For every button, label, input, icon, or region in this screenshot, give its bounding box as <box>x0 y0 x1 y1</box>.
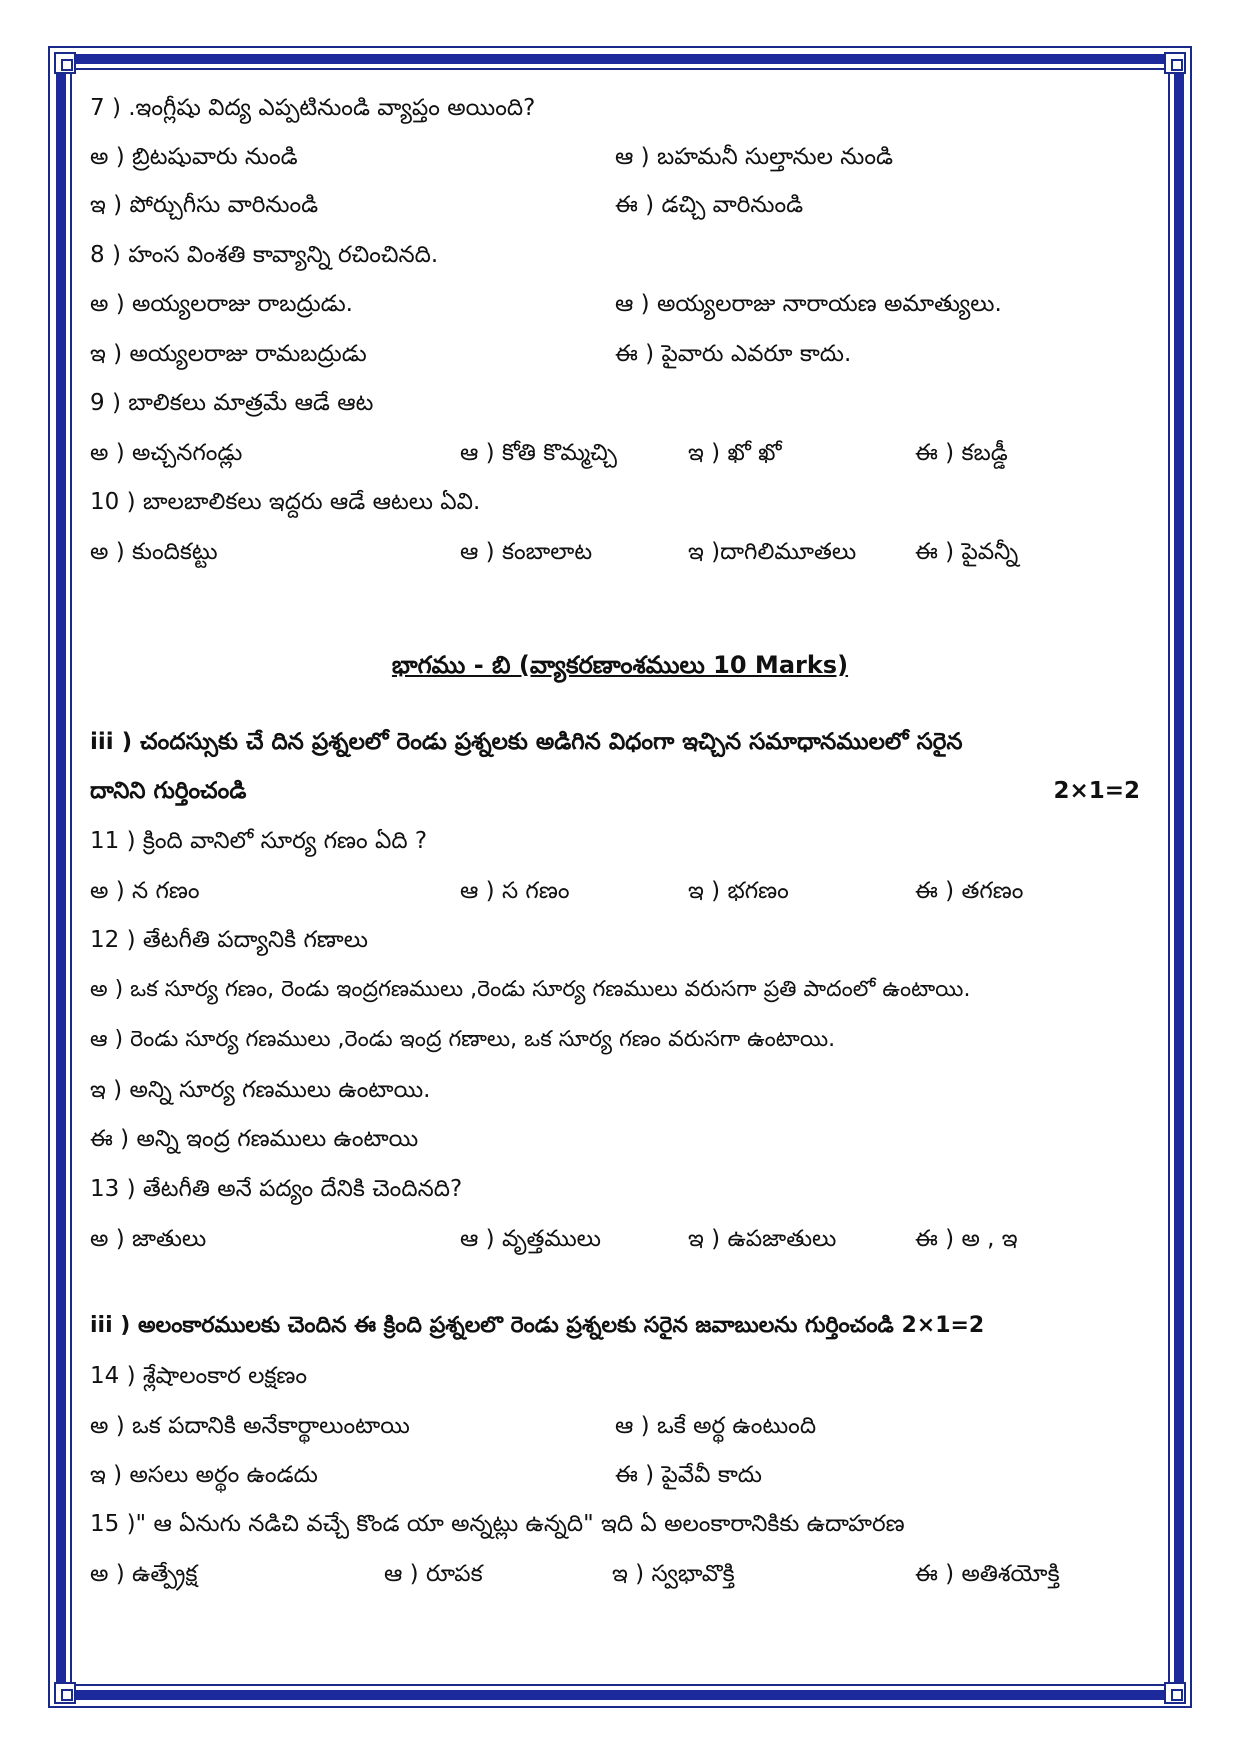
q14-option-d: ఈ ) పైవేవీ కాదు <box>615 1462 762 1488</box>
q10-option-d: ఈ ) పైవన్నీ <box>915 539 1019 565</box>
q7-option-d: ఈ ) డచ్చి వారినుండి <box>615 192 804 218</box>
q8-option-c: ఇ ) అయ్యలరాజు రామబద్రుడు <box>90 341 367 367</box>
q7-option-a: అ ) బ్రిటషువారు నుండి <box>90 144 298 170</box>
question-10: 10 ) బాలబాలికలు ఇద్దరు ఆడే ఆటలు ఏవి. <box>90 489 481 515</box>
q11-option-a: అ ) న గణం <box>90 878 200 904</box>
q13-option-d: ఈ ) అ , ఇ <box>915 1226 1018 1252</box>
q9-option-a: అ ) అచ్చనగండ్లు <box>90 440 243 466</box>
q10-option-a: అ ) కుందికట్టు <box>90 539 218 565</box>
instruction-figures-of-speech: iii ) అలంకారములకు చెందిన ఈ క్రింది ప్రశ్నలలొ రెండు ప్రశ్నలకు సరైన జవాబులను గుర్తించండి 2×1=2 <box>90 1313 985 1338</box>
q14-option-c: ఇ ) అసలు అర్థం ఉండదు <box>90 1462 318 1488</box>
q12-option-d: ఈ ) అన్ని ఇంద్ర గణములు ఉంటాయి <box>90 1126 419 1152</box>
question-8: 8 ) హంస వింశతి కావ్యాన్ని రచించినది. <box>90 242 439 268</box>
question-12: 12 ) తేటగీతి పద్యానికి గణాలు <box>90 927 368 953</box>
q15-option-d: ఈ ) అతిశయోక్తి <box>915 1561 1060 1587</box>
corner-ornament-bottom-left <box>54 1682 76 1704</box>
q10-option-c: ఇ )దాగిలిమూతలు <box>688 539 857 565</box>
question-14: 14 ) శ్లేషాలంకార లక్షణం <box>90 1363 308 1389</box>
q8-option-a: అ ) అయ్యలరాజు రాబద్రుడు. <box>90 291 353 317</box>
question-9: 9 ) బాలికలు మాత్రమే ఆడే ఆట <box>90 390 374 416</box>
q11-option-b: ఆ ) స గణం <box>460 878 570 904</box>
q14-option-a: అ ) ఒక పదానికి అనేకార్థాలుంటాయి <box>90 1413 410 1439</box>
q7-option-c: ఇ ) పోర్చుగీసు వారినుండి <box>90 192 319 218</box>
q13-option-b: ఆ ) వృత్తములు <box>460 1226 601 1252</box>
question-13: 13 ) తేటగీతి అనే పద్యం దేనికి చెందినది? <box>90 1176 463 1202</box>
q8-option-b: ఆ ) అయ్యలరాజు నారాయణ అమాత్యులు. <box>615 291 1002 317</box>
corner-ornament-top-right <box>1164 52 1186 74</box>
corner-ornament-top-left <box>54 52 76 74</box>
q15-option-c: ఇ ) స్వభావొక్తి <box>612 1561 735 1587</box>
instruction-prosody: iii ) చందస్సుకు చే దిన ప్రశ్నలలో రెండు ప్రశ్నలకు అడిగిన విధంగా ఇచ్చిన సమాధానములలో సరైన <box>90 729 963 755</box>
section-b-heading: భాగము - బి (వ్యాకరణాంశములు 10 Marks) <box>391 651 849 679</box>
q13-option-a: అ ) జాతులు <box>90 1226 207 1252</box>
q11-option-d: ఈ ) తగణం <box>915 878 1024 904</box>
q15-option-a: అ ) ఉత్ప్రేక్ష <box>90 1561 198 1587</box>
instruction-prosody-cont: దానిని గుర్తించండి <box>90 778 247 804</box>
question-11: 11 ) క్రింది వానిలో సూర్య గణం ఏది ? <box>90 828 428 854</box>
q13-option-c: ఇ ) ఉపజాతులు <box>688 1226 837 1252</box>
q9-option-b: ఆ ) కోతి కొమ్మచ్చి <box>460 440 617 466</box>
q9-option-d: ఈ ) కబడ్డీ <box>915 440 1008 466</box>
q9-option-c: ఇ ) ఖో ఖో <box>688 440 782 466</box>
q14-option-b: ఆ ) ఒకే అర్థ ఉంటుంది <box>615 1413 817 1439</box>
question-15: 15 )" ఆ ఏనుగు నడిచి వచ్చే కొండ యా అన్నట్లు ఉన్నది" ఇది ఏ అలంకారానికికు ఉదాహరణ <box>90 1511 905 1537</box>
q8-option-d: ఈ ) పైవారు ఎవరూ కాదు. <box>615 341 852 367</box>
corner-ornament-bottom-right <box>1164 1682 1186 1704</box>
question-7: 7 ) .ఇంగ్లీషు విద్య ఎప్పటినుండి వ్యాప్తం అయింది? <box>90 95 536 121</box>
q11-option-c: ఇ ) భగణం <box>688 878 789 904</box>
q12-option-c: ఇ ) అన్ని సూర్య గణములు ఉంటాయి. <box>90 1077 431 1103</box>
q12-option-b: ఆ ) రెండు సూర్య గణములు ,రెండు ఇంద్ర గణాలు, ఒక సూర్య గణం వరుసగా ఉంటాయి. <box>90 1027 836 1052</box>
instruction-prosody-marks: 2×1=2 <box>1053 778 1140 804</box>
q12-option-a: అ ) ఒక సూర్య గణం, రెండు ఇంద్రగణములు ,రెండు సూర్య గణములు వరుసగా ప్రతి పాదంలో ఉంటాయి. <box>90 977 971 1002</box>
q10-option-b: ఆ ) కంబాలాట <box>460 539 593 565</box>
q15-option-b: ఆ ) రూపక <box>384 1561 483 1587</box>
q7-option-b: ఆ ) బహమనీ సుల్తానుల నుండి <box>615 144 894 170</box>
